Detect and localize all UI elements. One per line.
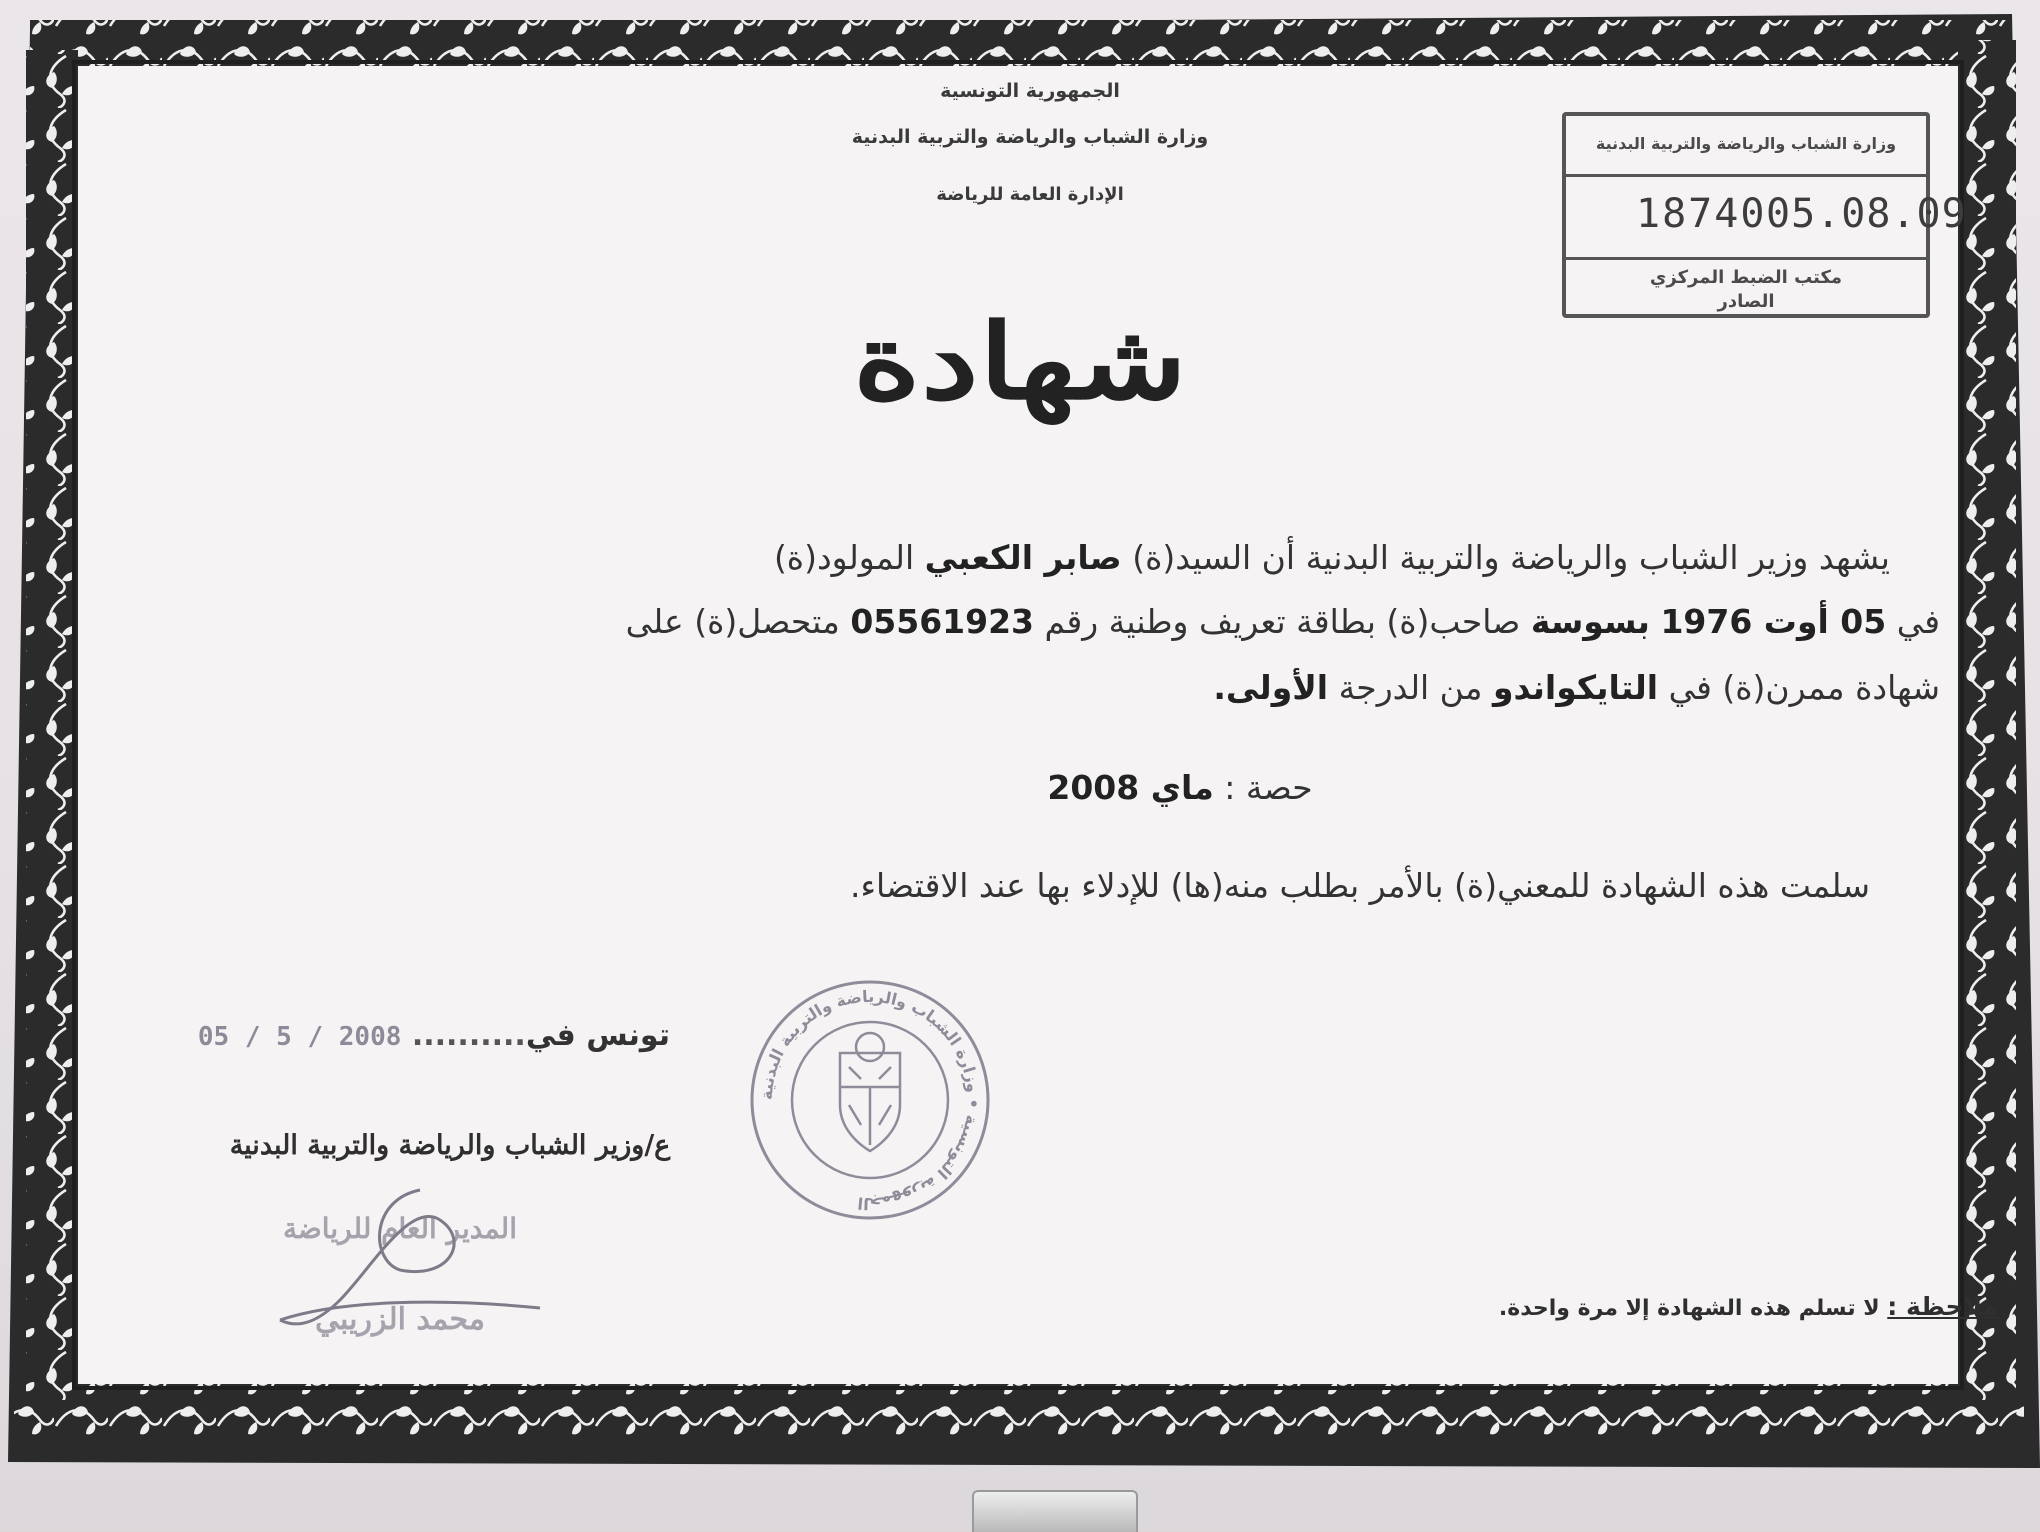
certificate-title: شهادة [852,300,1188,423]
session-line [940,768,1420,807]
note-label: ملاحظة : [1887,1292,1998,1321]
level-value: الأولى [1225,668,1329,707]
registry-office-line1: مكتب الضبط المركزي [1649,267,1843,288]
note [1198,1292,1998,1321]
registry-stamp-office [1566,266,1926,314]
level-period: . [1213,668,1226,707]
director-name: محمد الزريبي [315,1302,485,1337]
registry-office-line2: الصادر [1717,291,1775,312]
director-title: المدير العام للرياضة [283,1212,517,1245]
holder-name: صابر الكعبي [924,538,1122,577]
body-line-1 [50,538,1890,577]
birth-place: سوسة [1530,602,1638,641]
registry-stamp [1562,112,1967,318]
note-text: لا تسلم هذه الشهادة إلا مرة واحدة. [1498,1296,1880,1321]
place-date-line [197,1018,670,1053]
registry-stamp-middle [1566,174,1967,260]
birth-date: 05 أوت 1976 [1660,602,1887,641]
birth-place-prefix: ب [1637,602,1650,641]
place-date-label: تونس في [525,1018,670,1053]
session-value: ماي 2008 [1047,768,1214,807]
id-number: 05561923 [850,602,1035,641]
header-republic: الجمهورية التونسية [940,80,1120,102]
body-intro: يشهد وزير الشباب والرياضة والتربية البدنية أن السيد(ة) [1132,538,1890,577]
level-label: من الدرجة [1338,668,1483,707]
place-date-dots: .......... [411,1018,526,1053]
frame-clip [972,1490,1138,1532]
registry-stamp-ministry: وزارة الشباب والرياضة والتربية البدنية [1595,134,1897,153]
session-label: حصة : [1224,768,1313,807]
body-line-2 [60,602,1940,641]
id-card-label: صاحب(ة) بطاقة تعريف وطنية رقم [1044,602,1521,641]
seal-ring-text: الجمهورية التونسية • وزارة الشباب والرياضة والتربية البدنية [756,986,984,1214]
minister-signature-label: ع/وزير الشباب والرياضة والتربية البدنية [229,1130,671,1161]
body-in-label: في [1896,602,1940,641]
certificate-type-label: شهادة ممرن(ة) في [1668,668,1940,707]
header-ministry: وزارة الشباب والرياضة والتربية البدنية [851,126,1209,148]
body-line-3 [60,668,1940,707]
sport-name: التايكواندو [1492,668,1659,707]
handwritten-date: 2008 / 5 / 05 [197,1022,402,1052]
header-directorate: الإدارة العامة للرياضة [936,184,1124,205]
official-seal [745,975,995,1225]
coat-of-arms-icon [840,1033,900,1151]
delivery-statement: سلمت هذه الشهادة للمعني(ة) بالأمر بطلب منه(ها) للإدلاء بها عند الاقتضاء. [849,866,1870,905]
registry-number: 18740 [1636,191,1767,237]
obtained-label: متحصل(ة) على [625,602,840,641]
registry-date: 05.08.09 [1766,191,1967,237]
body-born-label: المولود(ة) [773,538,915,577]
